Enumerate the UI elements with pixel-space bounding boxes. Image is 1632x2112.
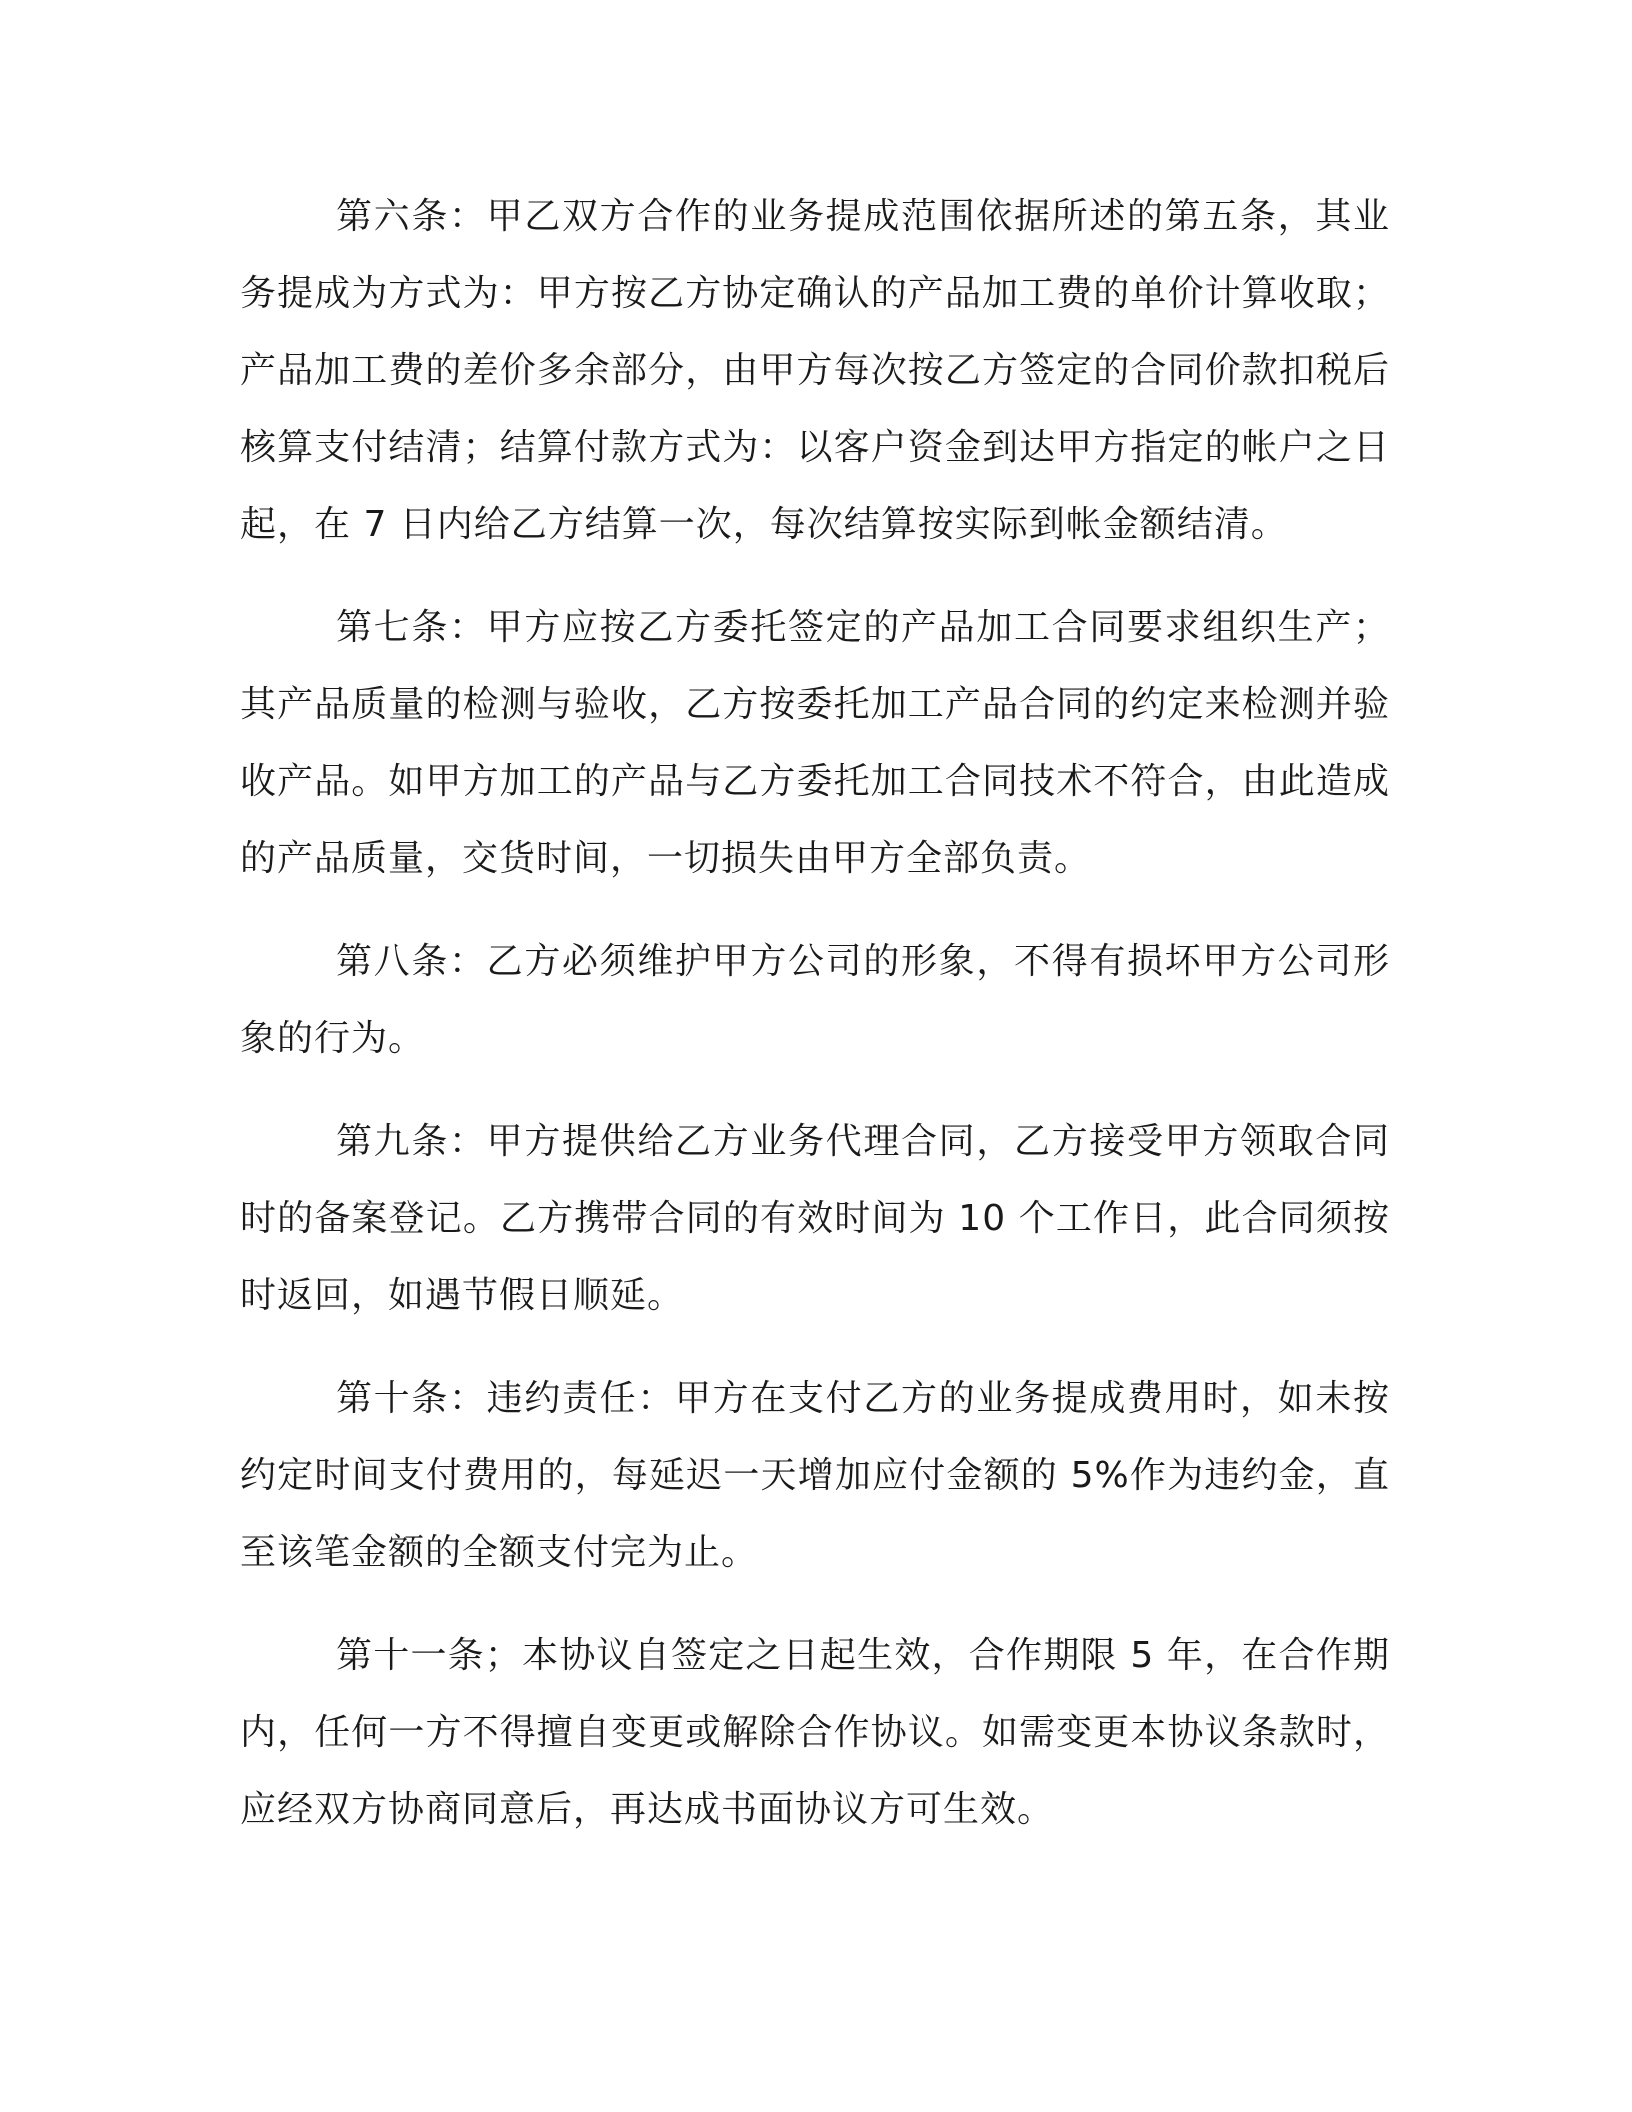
clause-7: 第七条：甲方应按乙方委托签定的产品加工合同要求组织生产；其产品质量的检测与验收，乙方按委托加工产品合同的约定来检测并验收产品。如甲方加工的产品与乙方委托加工合同技术不符合，由此造成的产品质量，交货时间，一切损失由甲方全部负责。 [240,607,1390,879]
clause-8: 第八条：乙方必须维护甲方公司的形象，不得有损坏甲方公司形象的行为。 [240,941,1390,1059]
clause-10: 第十条：违约责任：甲方在支付乙方的业务提成费用时，如未按约定时间支付费用的，每延迟一天增加应付金额的 5%作为违约金，直至该笔金额的全额支付完为止。 [240,1378,1390,1573]
clause-11: 第十一条；本协议自签定之日起生效，合作期限 5 年，在合作期内，任何一方不得擅自变更或解除合作协议。如需变更本协议条款时，应经双方协商同意后，再达成书面协议方可生效。 [240,1635,1390,1830]
clause-6: 第六条：甲乙双方合作的业务提成范围依据所述的第五条，其业务提成为方式为：甲方按乙方协定确认的产品加工费的单价计算收取；产品加工费的差价多余部分，由甲方每次按乙方签定的合同价款扣税后核算支付结清；结算付款方式为：以客户资金到达甲方指定的帐户之日起，在 7 日内给乙方结算一次，每次结算按实际到帐金额结清。 [240,196,1390,545]
clause-9: 第九条：甲方提供给乙方业务代理合同，乙方接受甲方领取合同时的备案登记。乙方携带合同的有效时间为 10 个工作日，此合同须按时返回，如遇节假日顺延。 [240,1121,1390,1316]
document-body [240,178,1390,1874]
